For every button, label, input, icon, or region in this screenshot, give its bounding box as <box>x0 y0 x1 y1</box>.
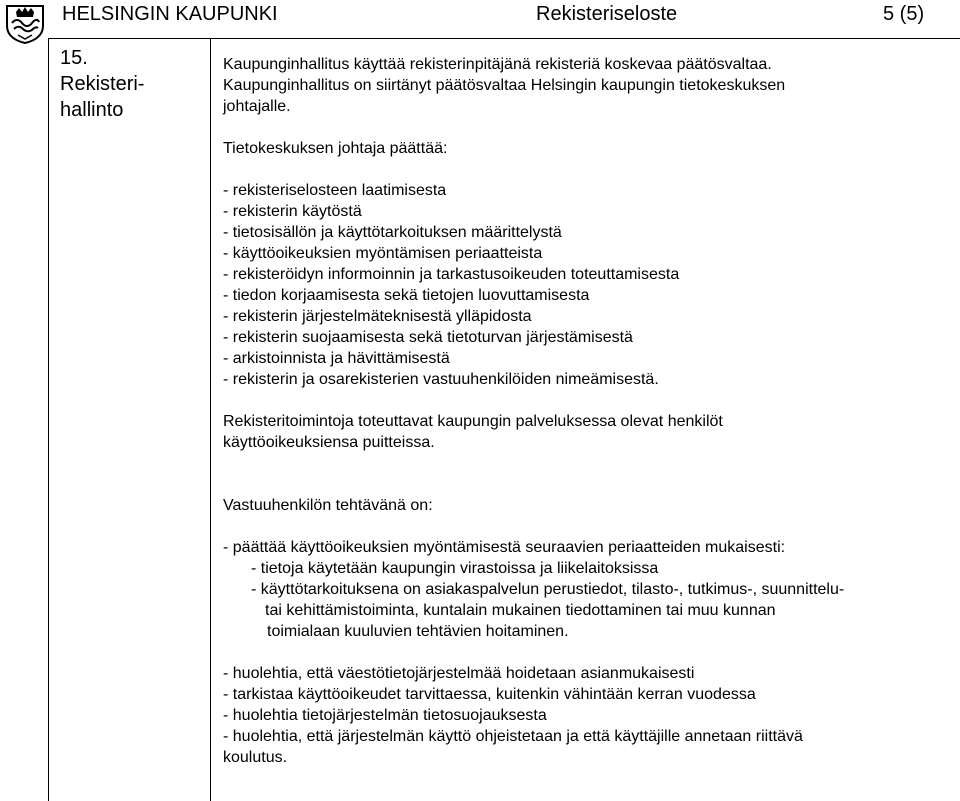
list-item: - huolehtia, että järjestelmän käyttö ohjeistetaan ja että käyttäjille annetaan riittävä <box>223 728 803 745</box>
list-item: - tietosisällön ja käyttötarkoituksen määrittelystä <box>223 224 562 241</box>
list-item: - rekisterin suojaamisesta sekä tietoturvan järjestämisestä <box>223 329 633 346</box>
intro-line: Kaupunginhallitus käyttää rekisterinpitäjänä rekisteriä koskevaa päätösvaltaa. <box>223 56 772 73</box>
organization-name: HELSINGIN KAUPUNKI <box>62 3 278 25</box>
grant-rights-line: - päättää käyttöoikeuksien myöntämisestä seuraavien periaatteiden mukaisesti: <box>223 539 786 556</box>
responsible-heading: Vastuuhenkilön tehtävänä on: <box>223 497 433 514</box>
responsible-task-list <box>223 663 948 747</box>
intro-line: Kaupunginhallitus on siirtänyt päätösvaltaa Helsingin kaupungin tietokeskuksen <box>223 77 786 94</box>
list-item: - rekisterin järjestelmäteknisestä ylläpidosta <box>223 308 532 325</box>
section-body <box>223 54 948 768</box>
list-item: - rekisterin ja osarekisterien vastuuhenkilöiden nimeämisestä. <box>223 371 659 388</box>
sub-item-continuation: tai kehittämistoiminta, kuntalain mukainen tiedottaminen tai muu kunnan <box>265 602 776 619</box>
list-item: - tarkistaa käyttöoikeudet tarvittaessa, kuitenkin vähintään kerran vuodessa <box>223 686 756 703</box>
list-item: - käyttöoikeuksien myöntämisen periaatteista <box>223 245 543 262</box>
staff-line: käyttöoikeuksiensa puitteissa. <box>223 434 435 451</box>
section-heading <box>60 45 205 123</box>
list-item: - huolehtia tietojärjestelmän tietosuojauksesta <box>223 707 547 724</box>
sub-item-continuation: toimialaan kuuluvien tehtävien hoitaminen. <box>267 623 569 640</box>
page-number: 5 (5) <box>883 3 925 25</box>
intro-line: johtajalle. <box>223 98 291 115</box>
list-item: - tiedon korjaamisesta sekä tietojen luovuttamisesta <box>223 287 590 304</box>
list-item: - rekisteröidyn informoinnin ja tarkastusoikeuden toteuttamisesta <box>223 266 680 283</box>
section-title-line2: hallinto <box>60 99 124 121</box>
list-item: - arkistoinnista ja hävittämisestä <box>223 350 450 367</box>
document-title: Rekisteriseloste <box>536 3 678 25</box>
staff-line: Rekisteritoimintoja toteuttavat kaupungin palveluksessa olevat henkilöt <box>223 413 723 430</box>
left-column-border <box>48 38 49 801</box>
section-number: 15. <box>60 47 88 69</box>
helsinki-crest-icon <box>4 2 46 44</box>
section-title-line1: Rekisteri- <box>60 73 145 95</box>
task-continuation: koulutus. <box>223 749 288 766</box>
director-decision-list <box>223 180 948 390</box>
list-item: - rekisterin käytöstä <box>223 203 362 220</box>
director-heading: Tietokeskuksen johtaja päättää: <box>223 140 448 157</box>
column-divider <box>210 38 211 801</box>
sub-item: - tietoja käytetään kaupungin virastoissa ja liikelaitoksissa <box>251 560 659 577</box>
header-divider <box>48 38 960 39</box>
sub-item: - käyttötarkoituksena on asiakaspalvelun perustiedot, tilasto-, tutkimus-, suunnittelu- <box>251 581 845 598</box>
list-item: - huolehtia, että väestötietojärjestelmää hoidetaan asianmukaisesti <box>223 665 695 682</box>
list-item: - rekisteriselosteen laatimisesta <box>223 182 447 199</box>
